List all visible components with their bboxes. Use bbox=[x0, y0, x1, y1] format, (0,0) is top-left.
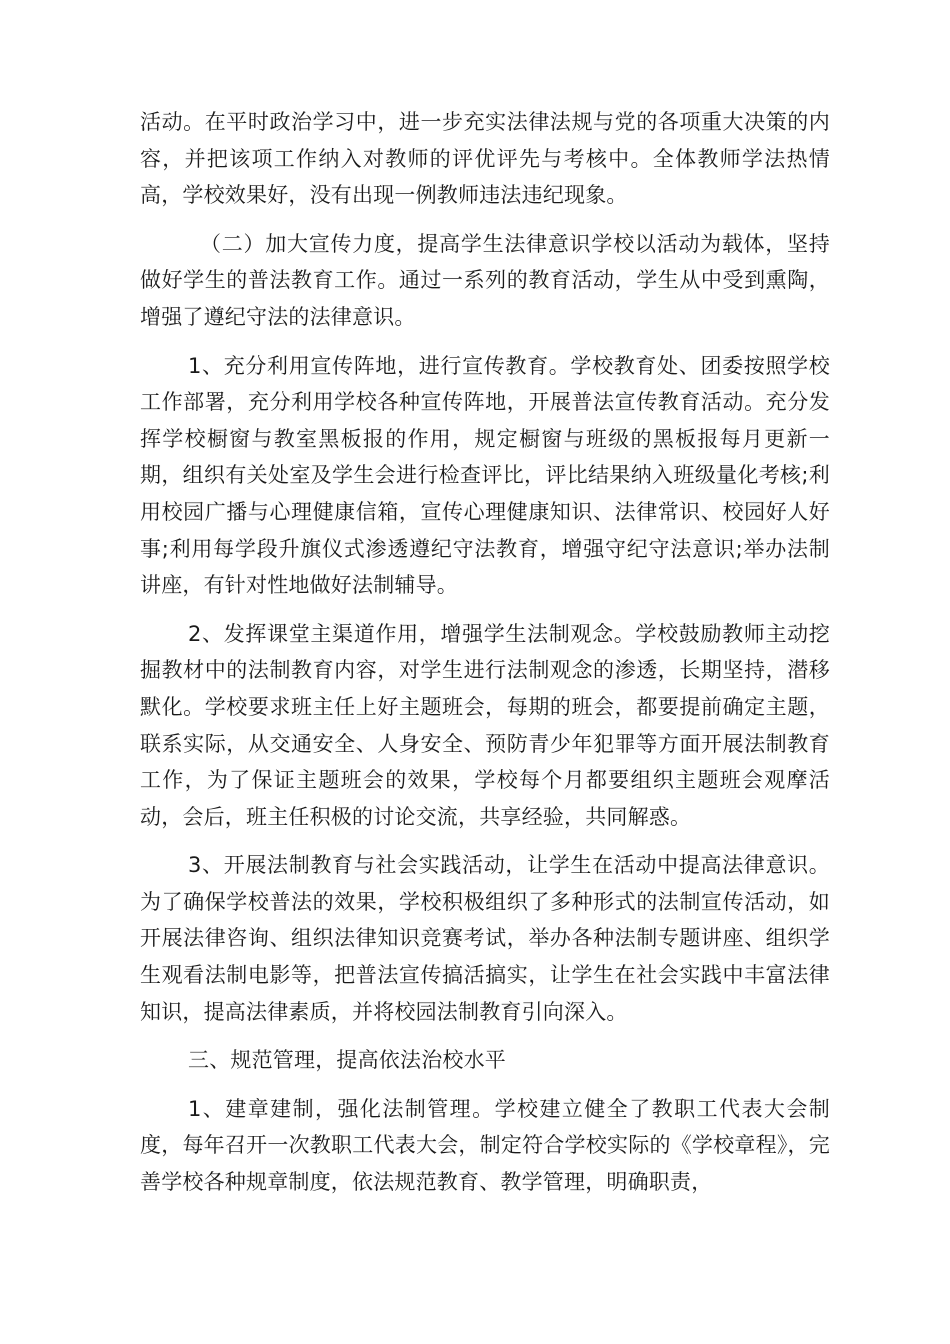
paragraph-teacher-law-study: 活动。在平时政治学习中，进一步充实法律法规与党的各项重大决策的内容，并把该项工作纳入对教师的评优评先与考核中。全体教师学法热情高，学校效果好，没有出现一例教师违法违纪现象。 bbox=[140, 110, 830, 208]
document-body bbox=[140, 104, 830, 1213]
paragraph-item-2-classroom: 2、发挥课堂主渠道作用，增强学生法制观念。学校鼓励教师主动挖掘教材中的法制教育内容，对学生进行法制观念的渗透，长期坚持，潜移默化。学校要求班主任上好主题班会，每期的班会，都要提前确定主题，联系实际，从交通安全、人身安全、预防青少年犯罪等方面开展法制教育工作，为了保证主题班会的效果，学校每个月都要组织主题班会观摩活动，会后，班主任积极的讨论交流，共享经验，共同解惑。 bbox=[140, 621, 830, 829]
paragraph-item-3-social-practice: 3、开展法制教育与社会实践活动，让学生在活动中提高法律意识。为了确保学校普法的效果，学校积极组织了多种形式的法制宣传活动，如开展法律咨询、组织法律知识竞赛考试，举办各种法制专题讲座、组织学生观看法制电影等，把普法宣传搞活搞实，让学生在社会实践中丰富法律知识，提高法律素质，并将校园法制教育引向深入。 bbox=[140, 853, 830, 1024]
paragraph-item-1-regulations: 1、建章建制，强化法制管理。学校建立健全了教职工代表大会制度，每年召开一次教职工代表大会，制定符合学校实际的《学校章程》，完善学校各种规章制度，依法规范教育、教学管理，明确职责， bbox=[140, 1096, 830, 1195]
section-heading-3: 三、规范管理，提高依法治校水平 bbox=[188, 1048, 506, 1073]
paragraph-section-2-publicity: （二）加大宣传力度，提高学生法律意识学校以活动为载体，坚持做好学生的普法教育工作。通过一系列的教育活动，学生从中受到熏陶，增强了遵纪守法的法律意识。 bbox=[140, 231, 830, 329]
paragraph-item-1-publicity-positions: 1、充分利用宣传阵地，进行宣传教育。学校教育处、团委按照学校工作部署，充分利用学校各种宣传阵地，开展普法宣传教育活动。充分发挥学校橱窗与教室黑板报的作用，规定橱窗与班级的黑板报每月更新一期，组织有关处室及学生会进行检查评比，评比结果纳入班级量化考核;利用校园广播与心理健康信箱，宣传心理健康知识、法律常识、校园好人好事;利用每学段升旗仪式渗透遵纪守法教育，增强守纪守法意识;举办法制讲座，有针对性地做好法制辅导。 bbox=[140, 353, 830, 598]
